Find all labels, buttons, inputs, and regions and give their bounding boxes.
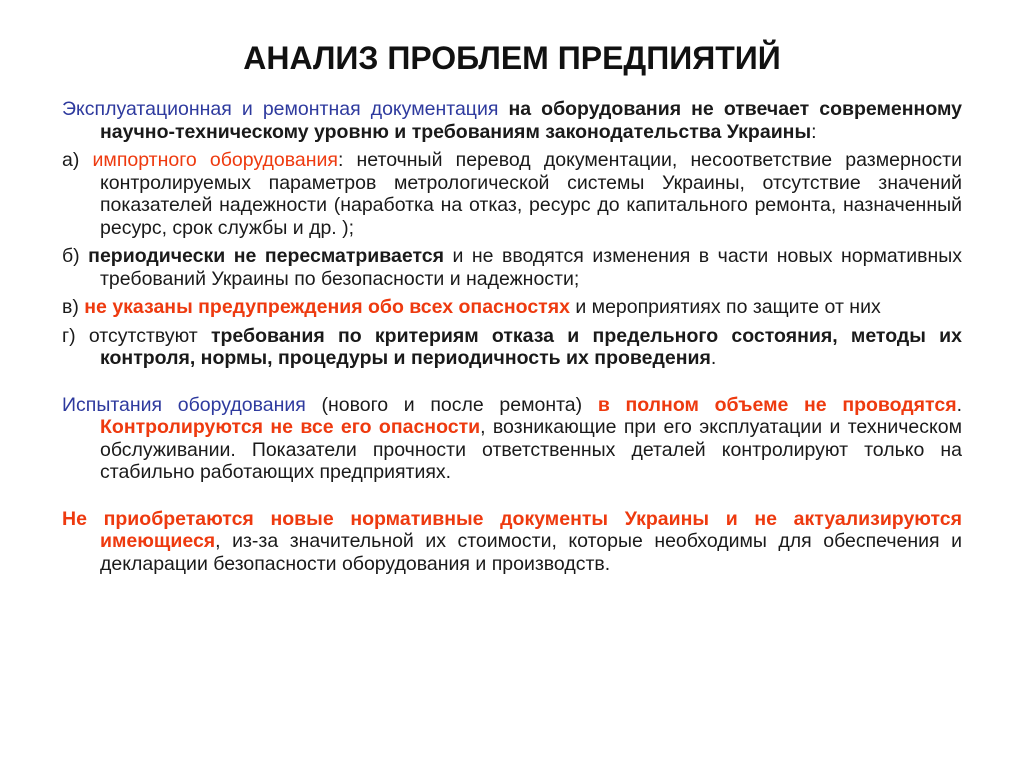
- list-item-a: [62, 149, 962, 239]
- testing-lead: Испытания оборудования: [62, 393, 306, 416]
- testing-dot: .: [956, 393, 962, 416]
- item-a-prefix: а): [62, 149, 93, 171]
- paragraph-normative: [62, 508, 962, 576]
- testing-text: , возникающие при его эксплуатации и техническом обслуживании. Показатели прочности ответственных деталей контролируют только на стабильно работающих предприятиях.: [100, 416, 962, 483]
- testing-highlight-2: Контролируются не все его опасности: [100, 416, 481, 438]
- item-b-bold: периодически не пересматривается: [88, 245, 444, 267]
- item-g-prefix: г) отсутствуют: [62, 324, 211, 347]
- list-item-v: [62, 296, 962, 319]
- paragraph-documentation: [62, 98, 962, 143]
- paragraph-testing: [62, 394, 962, 484]
- list-item-g: [62, 325, 962, 370]
- testing-mid: (нового и после ремонта): [305, 393, 598, 416]
- documentation-bold: на оборудования не отвечает современному научно-техническому уровню и требованиям законодательства Украины: [100, 98, 962, 143]
- slide-content: [62, 98, 962, 575]
- documentation-end: :: [811, 120, 817, 143]
- item-a-text: : неточный перевод документации, несоответствие размерности контролируемых параметров метрологической системы Украины, отсутствие значений показателей надежности (наработка на отказ, ресурс до капитального ремонта, назначенный ресурс, срок службы и др. );: [100, 149, 962, 239]
- page-title: АНАЛИЗ ПРОБЛЕМ ПРЕДПИЯТИЙ: [243, 40, 781, 76]
- normative-highlight: Не приобретаются новые нормативные документы Украины и не актуализируются имеющиеся: [62, 507, 962, 552]
- item-v-prefix: в): [62, 296, 85, 318]
- item-v-text: и мероприятиях по защите от них: [569, 296, 881, 318]
- item-v-highlight: не указаны предупреждения обо всех опасностях: [84, 296, 570, 318]
- item-b-text: и не вводятся изменения в части новых нормативных требований Украины по безопасности и надежности;: [100, 245, 962, 290]
- item-b-prefix: б): [62, 245, 89, 267]
- item-g-bold: требования по критериям отказа и предельного состояния, методы их контроля, нормы, процедуры и периодичность их проведения: [100, 324, 962, 369]
- documentation-lead: Эксплуатационная и ремонтная документация: [62, 98, 499, 120]
- item-g-end: .: [710, 347, 717, 369]
- normative-text: , из-за значительной их стоимости, которые необходимы для обеспечения и декларации безопасности оборудования и производств.: [100, 530, 962, 575]
- list-item-b: [62, 245, 962, 290]
- testing-highlight-1: в полном объеме не проводятся: [597, 393, 957, 416]
- item-a-highlight: импортного оборудования: [92, 149, 338, 171]
